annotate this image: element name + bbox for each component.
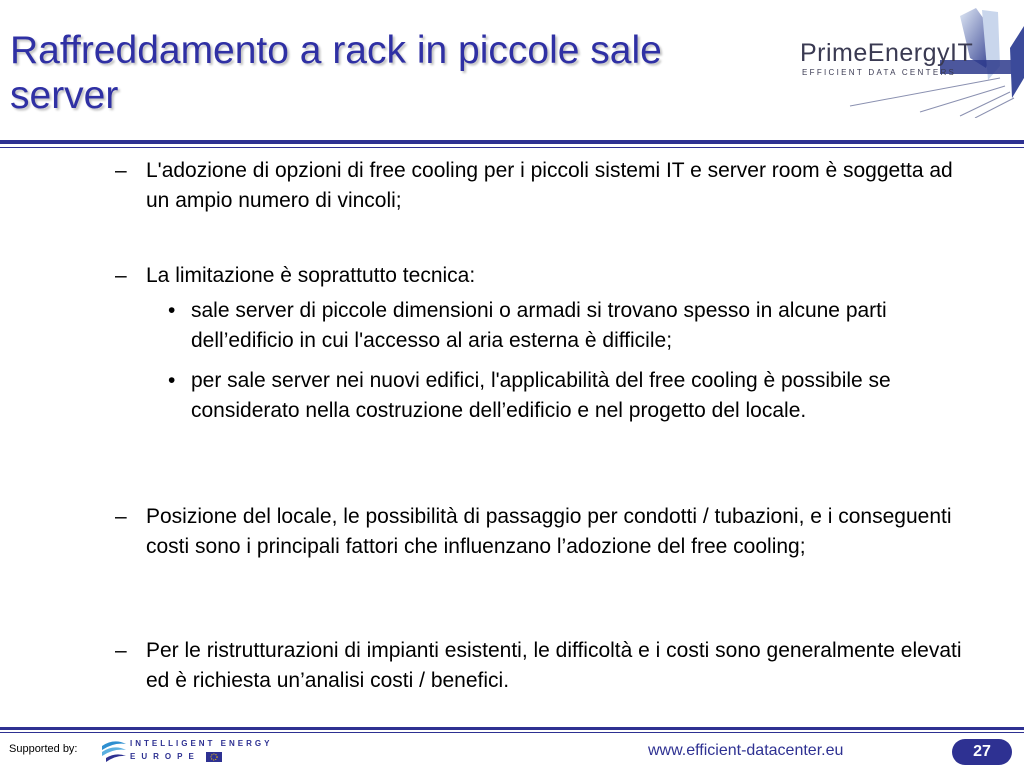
bullet-dash: –: [115, 505, 127, 528]
sub-bullet-dot: •: [168, 299, 176, 322]
iee-swoosh-icon: [100, 738, 128, 764]
bullet-dash: –: [115, 264, 127, 287]
primeenergyit-logo: [800, 8, 1024, 118]
slide-title: Raffreddamento a rack in piccole sale server: [10, 29, 662, 117]
bullet-dash: –: [115, 159, 127, 182]
logo-tagline: EFFICIENT DATA CENTERS: [802, 68, 957, 77]
iee-name-line2: EUROPE: [130, 752, 200, 761]
eu-flag-icon: [206, 752, 222, 762]
page-number-badge: 27: [952, 739, 1012, 765]
sub-bullet-text: per sale server nei nuovi edifici, l'applicabilità del free cooling è possibile se considerato nella costruzione dell’edificio e nel progetto del locale.: [191, 369, 891, 422]
header-rule-thin: [0, 147, 1024, 148]
footer-rule-thin: [0, 732, 1024, 733]
logo-wordmark: PrimeEnergyIT: [800, 39, 974, 67]
sub-bullet-dot: •: [168, 369, 176, 392]
intelligent-energy-europe-logo: [100, 737, 290, 765]
bullet-text: L'adozione di opzioni di free cooling per i piccoli sistemi IT e server room è soggetta ad un ampio numero di vincoli;: [146, 159, 953, 212]
supported-by-label: Supported by:: [9, 743, 78, 755]
footer-rule: [0, 727, 1024, 730]
bullet-text: Per le ristrutturazioni di impianti esistenti, le difficoltà e i costi sono generalmente elevati ed è richiesta un’analisi costi / benefici.: [146, 639, 962, 692]
bullet-text: Posizione del locale, le possibilità di passaggio per condotti / tubazioni, e i conseguenti costi sono i principali fattori che influenzano l’adozione del free cooling;: [146, 505, 952, 558]
header-rule: [0, 140, 1024, 144]
sub-bullet-text: sale server di piccole dimensioni o armadi si trovano spesso in alcune parti dell’edificio in cui l'accesso al aria esterna è difficile;: [191, 299, 887, 352]
bullet-dash: –: [115, 639, 127, 662]
iee-name-line1: INTELLIGENT ENERGY: [130, 739, 273, 748]
footer-url-link[interactable]: www.efficient-datacenter.eu: [648, 742, 844, 759]
bullet-text: La limitazione è soprattutto tecnica:: [146, 264, 476, 287]
